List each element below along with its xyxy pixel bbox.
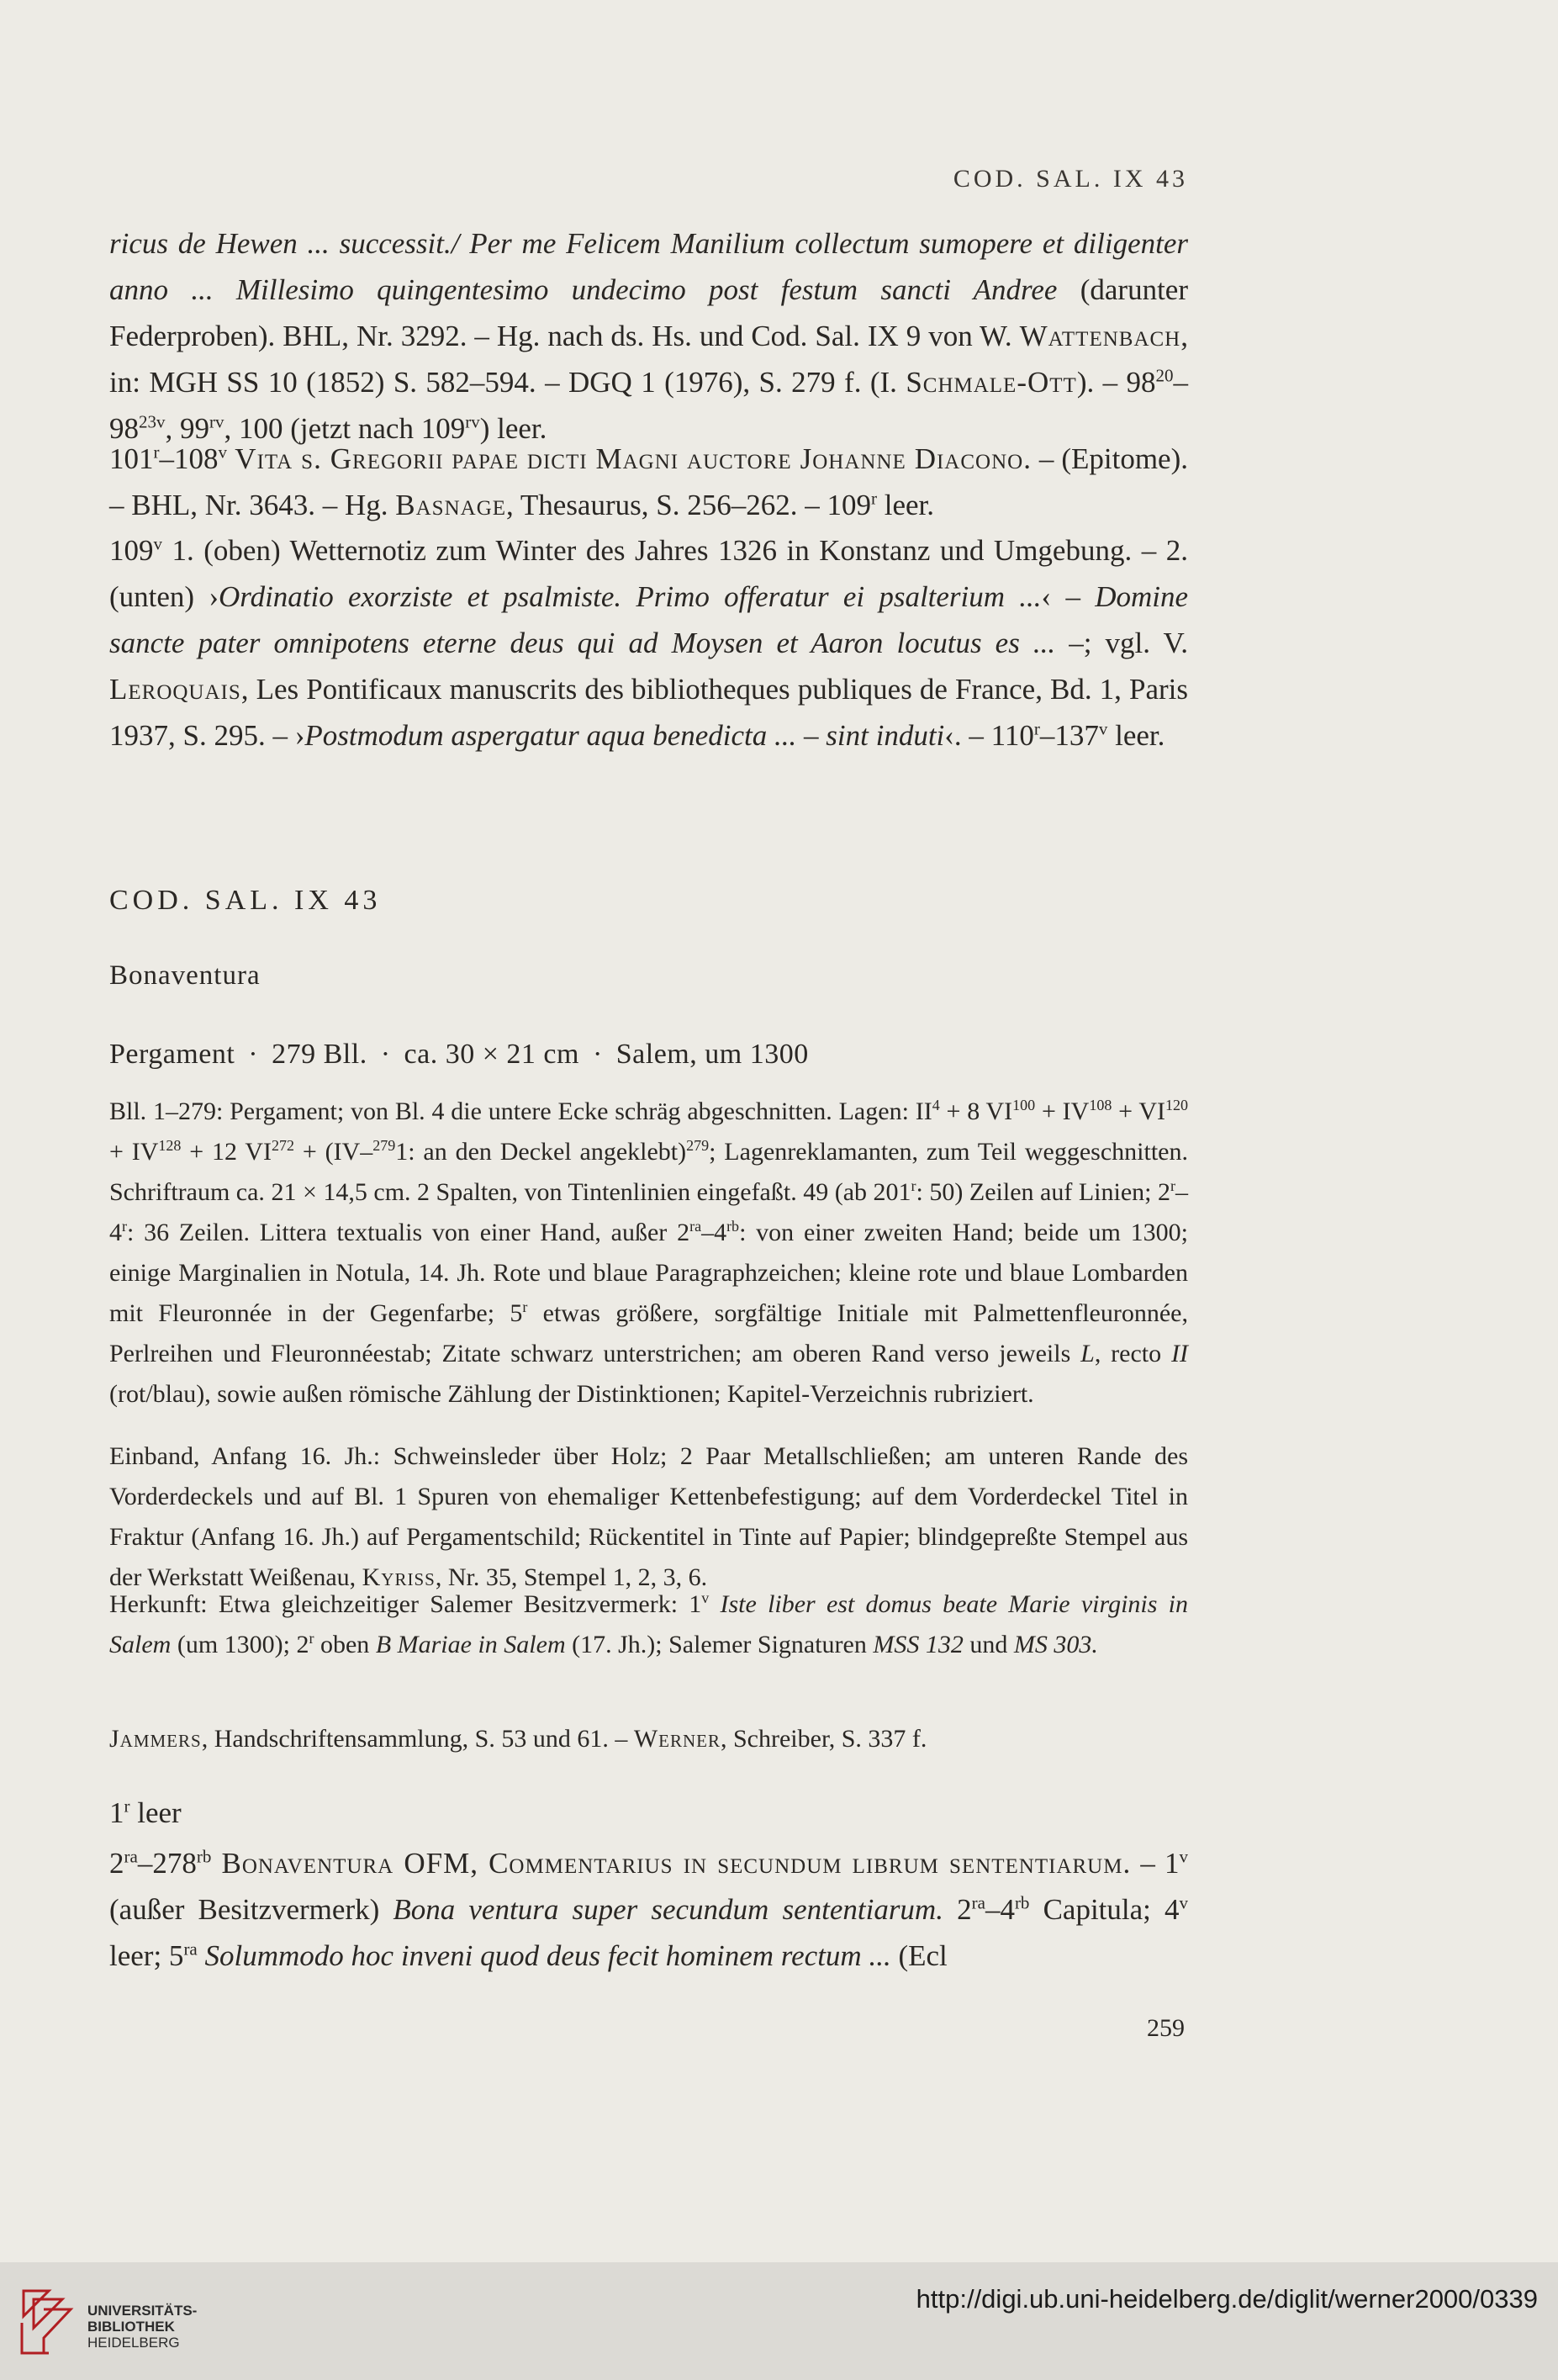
source-url-link[interactable]: http://digi.ub.uni-heidelberg.de/diglit/werner2000/0339 (916, 2284, 1538, 2314)
paragraph-vita-gregorii: 101$^r$–108$^v$ Vita s. Gregorii papae dicti Magni auctore Johanne Diacono. – (Epitome). – BHL, Nr. 3643. – Hg. Basnage, Thesaurus, S. 256–262. – 109$^r$ leer. (109, 442, 1189, 521)
paragraph-wetternotiz: 109$^v$ 1. (oben) Wetternotiz zum Winter des Jahres 1326 in Konstanz und Umgebung. – 2.(unten) ›Ordinatio exorziste et psalmiste. Primo offeratur ei psalterium ...‹ – Domine sancte pater omnipotens eterne deus qui ad Moysen et Aaron locutus es ... –; vgl. V. Leroquais, Les Pontificaux manuscrits des bibliotheques publiques de France, Bd. 1, Paris 1937, S. 295. – ›Postmodum aspergatur aqua benedicta ... – sint induti‹. – 110$^r$–137$^v$ leer. (109, 533, 1189, 752)
university-library-logo (15, 2286, 76, 2358)
section-heading: COD. SAL. IX 43 (109, 885, 382, 916)
library-logo-icon (15, 2286, 76, 2358)
description-provenance: Herkunft: Etwa gleichzeitiger Salemer Besitzvermerk: 1$^v$ Iste liber est domus beate Marie virginis in Salem (um 1300); 2$^r$ oben B Mariae in Salem (17. Jh.); Salemer Signaturen MSS 132 und MS 303. (109, 1589, 1188, 1658)
paragraph-continuation: ricus de Hewen ... successit./ Per me Felicem Manilium collectum sumopere et diligenter anno ... Millesimo quingentesimo undecimo post festum sancti Andree (darunter Federproben). BHL, Nr. 3292. – Hg. nach ds. Hs. und Cod. Sal. IX 9 von W. Wattenbach, in: MGH SS 10 (1852) S. 582–594. – DGQ 1 (1976), S. 279 f. (I. Schmale-Ott). – $98^{20}-98^{23v}$, $99^{rv}$, 100 (jetzt nach $109^{rv}$) leer. (109, 227, 1189, 445)
section-author: Bonaventura (109, 960, 261, 991)
footer-bar (0, 2262, 1558, 2380)
meta-material: Pergament (109, 1039, 235, 1070)
running-header: COD. SAL. IX 43 (953, 165, 1188, 193)
meta-origin: Salem, um 1300 (615, 1039, 809, 1070)
separator-dot: · (380, 1039, 391, 1070)
description-binding: Einband, Anfang 16. Jh.: Schweinsleder über Holz; 2 Paar Metallschließen; am unteren Rande des Vorderdeckels und auf Bl. 1 Spuren von ehemaliger Kettenbefestigung; auf dem Vorderdeckel Titel in Fraktur (Anfang 16. Jh.) auf Pergamentschild; Rückentitel in Tinte auf Papier; blindgepreßte Stempel aus der Werkstatt Weißenau, Kyriss, Nr. 35, Stempel 1, 2, 3, 6. (109, 1442, 1188, 1591)
separator-dot: · (248, 1039, 259, 1070)
meta-size: ca. 30 × 21 cm (404, 1039, 579, 1070)
page-number: 259 (1147, 2014, 1185, 2042)
description-physical: Bll. 1–279: Pergament; von Bl. 4 die untere Ecke schräg abgeschnitten. Lagen: $II^4 + 8$ $VI^{100} + IV^{108} + VI^{120} + IV^{128} + 12$ $VI^{272} + (IV-^{279}1$: an den Deckel angeklebt)$^{279}$; Lagenreklamanten, zum Teil weggeschnitten. Schriftraum ca. 21 × 14,5 cm. 2 Spalten, von Tintenlinien eingefaßt. 49 (ab 201$^r$: 50) Zeilen auf Linien; 2$^r$–4$^r$: 36 Zeilen. Littera textualis von einer Hand, außer $2^{ra}-4^{rb}$: von einer zweiten Hand; beide um 1300; einige Marginalien in Notula, 14. Jh. Rote und blaue Paragraphzeichen; kleine rote und blaue Lombarden mit Fleuronnée in der Gegenfarbe; 5$^r$ etwas größere, sorgfältige Initiale mit Palmettenfleuronnée, Perlreihen und Fleuronnéestab; Zitate schwarz unterstrichen; am oberen Rand verso jeweils L, recto II (rot/blau), sowie außen römische Zählung der Distinktionen; Kapitel-Verzeichnis rubriziert. (109, 1097, 1188, 1408)
meta-leaves: 279 Bll. (272, 1039, 367, 1070)
description-literature: Jammers, Handschriftensammlung, S. 53 und 61. – Werner, Schreiber, S. 337 f. (109, 1725, 927, 1753)
separator-dot: · (592, 1039, 603, 1070)
manuscript-meta-line (109, 1039, 809, 1071)
library-name: UNIVERSITÄTS- BIBLIOTHEK HEIDELBERG (87, 2303, 198, 2351)
entry-commentarius: $2^{ra}-278^{rb}$ Bonaventura OFM, Commentarius in secundum librum sententiarum. – 1$^v$ (außer Besitzvermerk) Bona ventura super secundum sententiarum. $2^{ra}-4^{rb}$ Capitula; 4$^v$ leer; $5^{ra}$ Solummodo hoc inveni quod deus fecit hominem rectum ... (Ecl (109, 1846, 1189, 1972)
entry-1r: 1$^r$ leer (109, 1796, 182, 1829)
